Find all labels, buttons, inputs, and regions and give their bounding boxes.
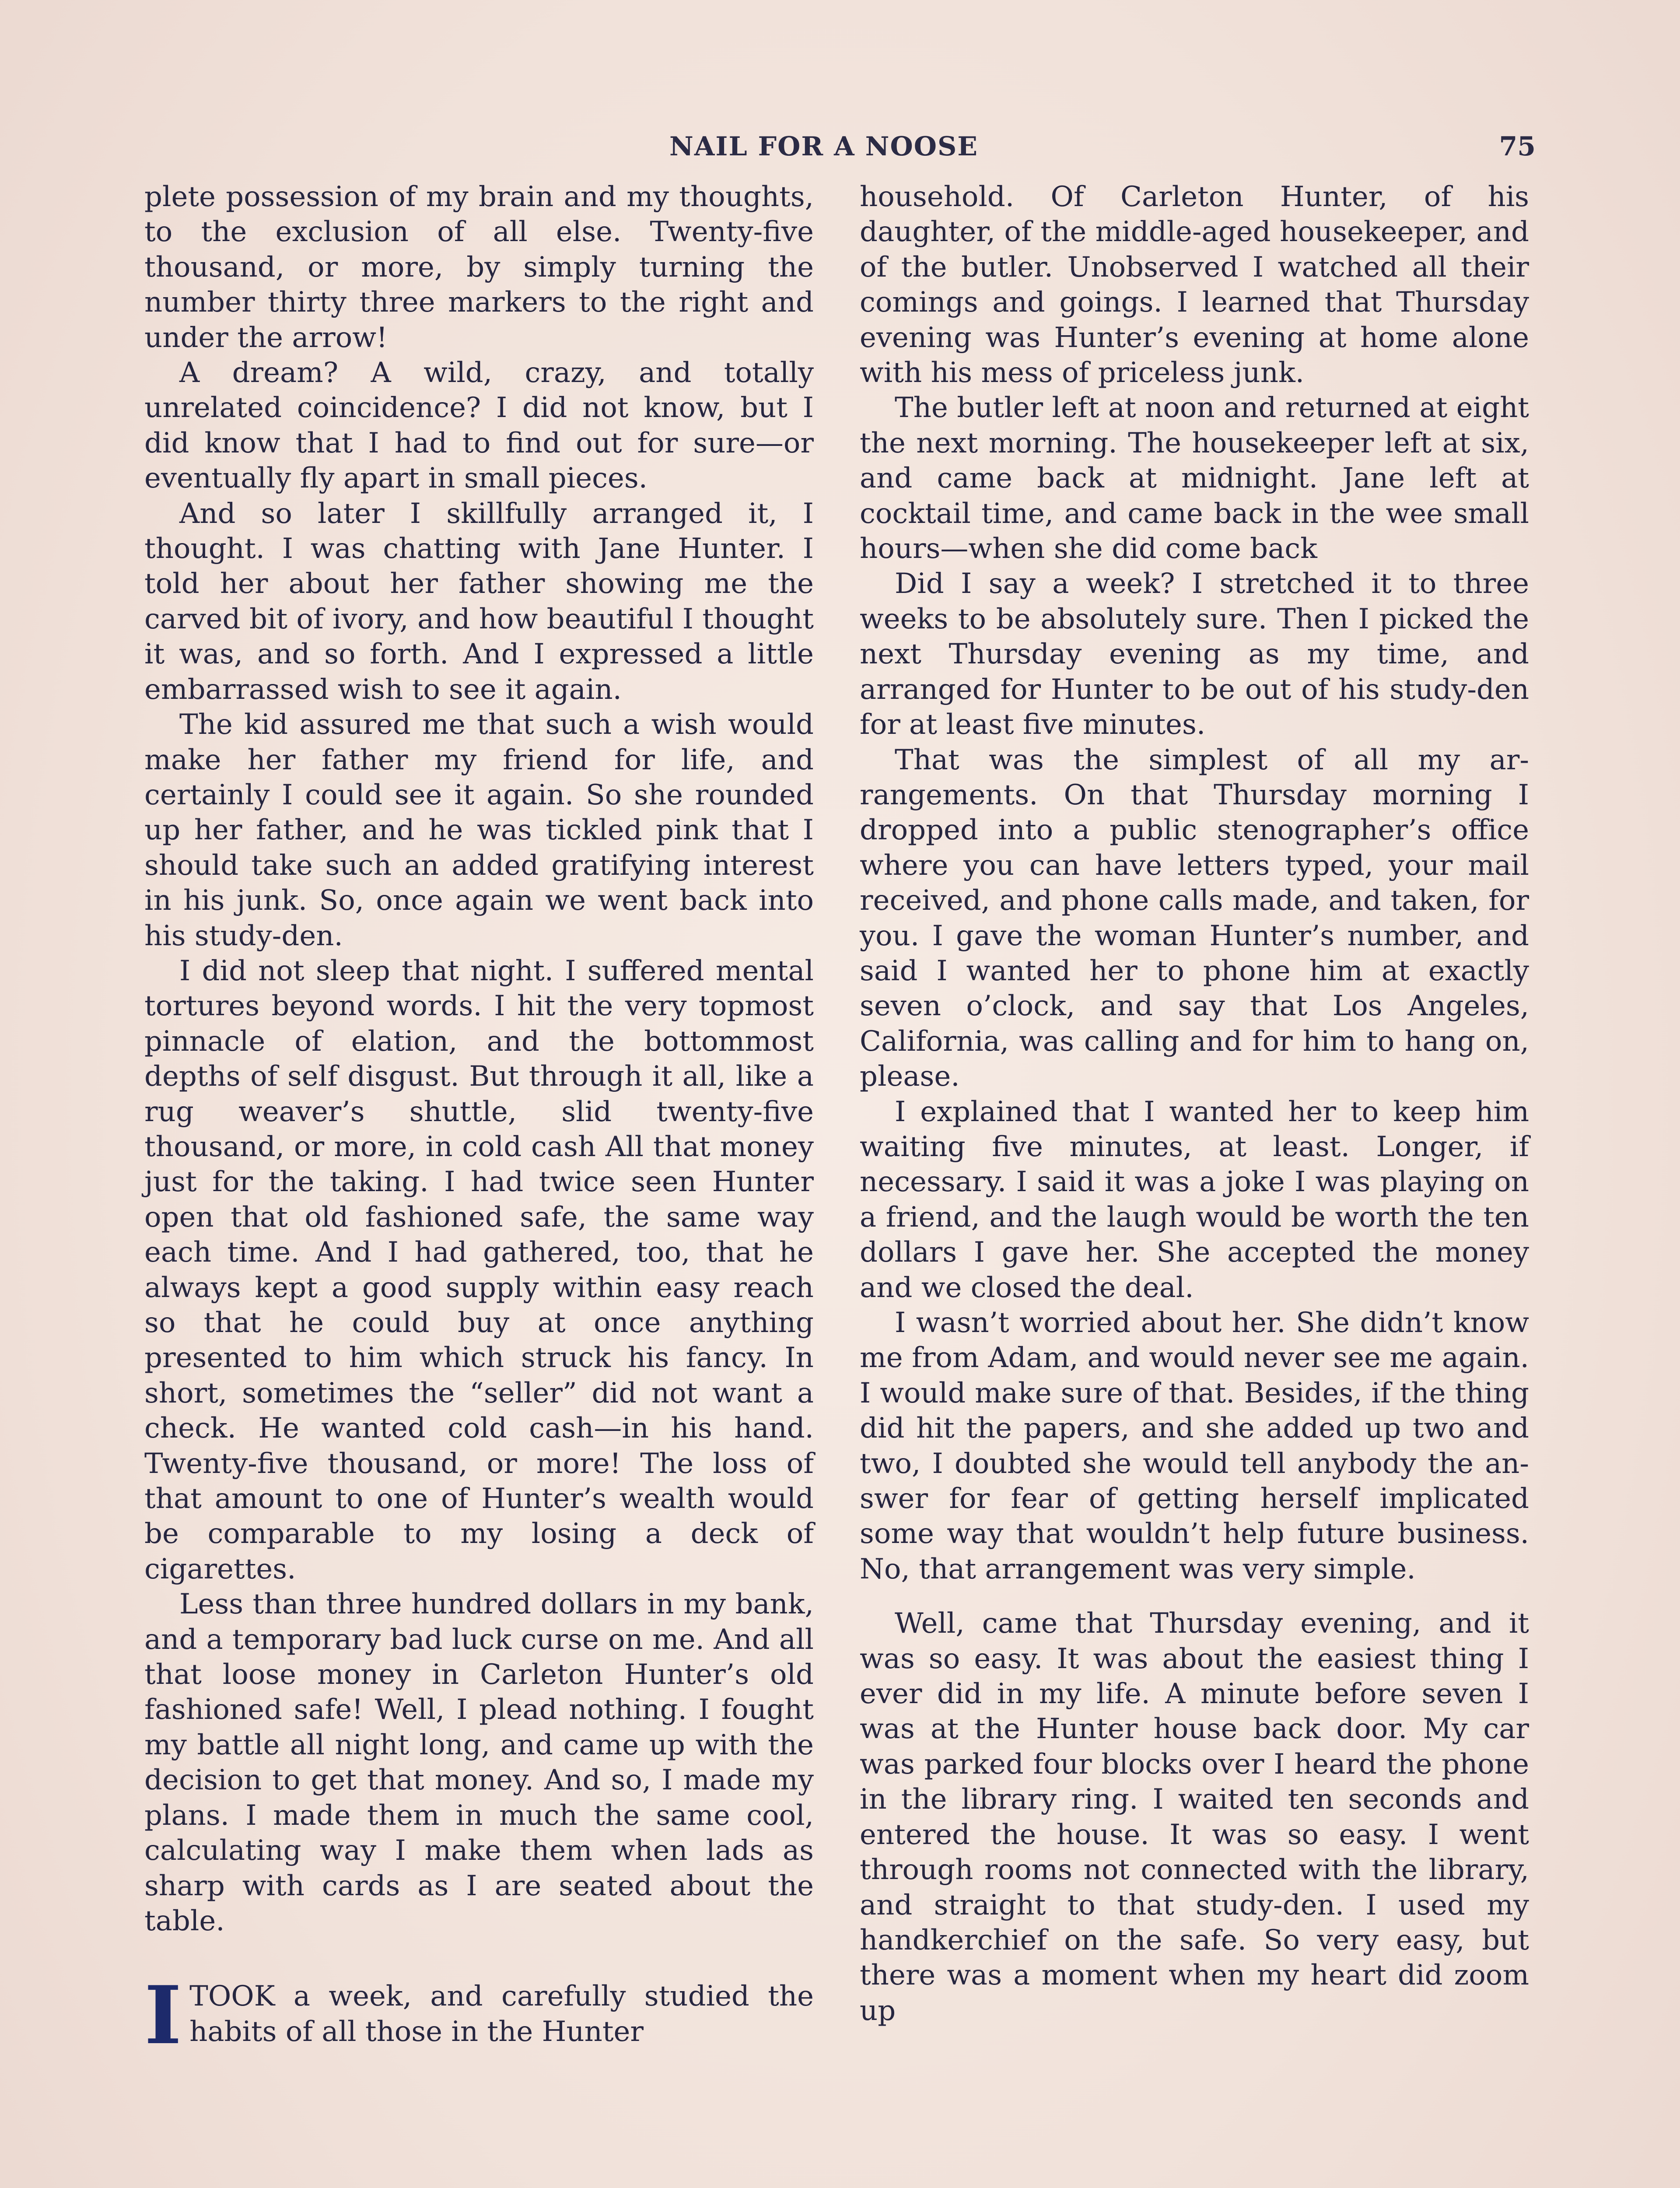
- paragraph: household. Of Carleton Hunter, of his daughter, of the middle-aged housekeeper, and of the butler. Unobserved I watched all their comings and goings. I learned that Thursday evening was Hunter’s evening at home alone with his mess of priceless junk.: [860, 181, 1529, 389]
- running-title: NAIL FOR A NOOSE: [669, 131, 979, 162]
- paragraph: A dream? A wild, crazy, and totally unrelated coincidence? I did not know, but I did know that I had to find out for sure—or eventually fly apart in small pieces.: [144, 357, 814, 495]
- paragraph: Less than three hundred dollars in my bank, and a temporary bad luck curse on me. And all that loose money in Carleton Hunter’s old fashioned safe! Well, I plead nothing. I fought my battle all night long, and came up with the decision to get that money. And so, I made my plans. I made them in much the same cool, calculating way I make them when lads as sharp with cards as I are seated about the table.: [144, 1588, 814, 1937]
- paragraph: Well, came that Thursday evening, and it was so easy. It was about the easiest thing I ever did in my life. A minute before seven I was at the Hunter house back door. My car was parked four blocks over I heard the phone in the library ring. I waited ten seconds and entered the house. It was so easy. I went through rooms not connected with the library, and straight to that study-den. I used my handkerchief on the safe. So very easy, but there was a moment when my heart did zoom up: [860, 1607, 1529, 2027]
- right-text-column: [860, 179, 1529, 2028]
- paragraph: plete possession of my brain and my thoughts, to the exclusion of all else. Twenty-five thousand, or more, by simply turning the number thirty three markers to the right and under the arrow!: [144, 181, 814, 354]
- paragraph: I did not sleep that night. I suffered mental tortures beyond words. I hit the very topmost pinnacle of elation, and the bottommost depths of self disgust. But through it all, like a rug weaver’s shuttle, slid twenty-five thousand, or more, in cold cash All that money just for the taking. I had twice seen Hunter open that old fashioned safe, the same way each time. And I had gathered, too, that he always kept a good supply within easy reach so that he could buy at once anything presented to him which struck his fancy. In short, sometimes the “seller” did not want a check. He wanted cold cash—in his hand. Twenty-five thousand, or more! The loss of that amount to one of Hunter’s wealth would be comparable to my losing a deck of cigarettes.: [144, 954, 814, 1585]
- running-header: [144, 131, 1536, 175]
- paragraph: I wasn’t worried about her. She didn’t know me from Adam, and would never see me again. I would make sure of that. Besides, if the thing did hit the papers, and she added up two and two, I doubted she would tell anybody the answer for fear of getting herself implicated some way that wouldn’t help future business. No, that arrangement was very simple.: [860, 1307, 1529, 1585]
- paragraph: That was the simplest of all my arrangements. On that Thursday morning I dropped into a public stenographer’s office where you can have letters typed, your mail received, and phone calls made, and taken, for you. I gave the woman Hunter’s number, and said I wanted her to phone him at exactly seven o’clock, and say that Los Angeles, California, was calling and for him to hang on, please.: [860, 743, 1529, 1093]
- paragraph: I explained that I wanted her to keep him waiting five minutes, at least. Longer, if necessary. I said it was a joke I was playing on a friend, and the laugh would be worth the ten dollars I gave her. She accepted the money and we closed the deal.: [860, 1095, 1529, 1304]
- drop-cap-paragraph: [144, 1968, 814, 2062]
- paragraph: The butler left at noon and returned at eight the next morning. The housekeeper left at six, and came back at midnight. Jane left at cocktail time, and came back in the wee small hours—when she did come back: [860, 392, 1529, 565]
- paragraph: Did I say a week? I stretched it to three weeks to be absolutely sure. Then I picked the next Thursday evening as my time, and arranged for Hunter to be out of his study-den for at least five minutes.: [860, 568, 1529, 741]
- drop-paragraph-text: TOOK a week, and carefully studied the habits of all those in the Hunter: [189, 1980, 814, 2048]
- page-number: 75: [1499, 131, 1536, 162]
- drop-cap: I: [144, 1968, 182, 2062]
- paragraph: The kid assured me that such a wish would make her father my friend for life, and certainly I could see it again. So she rounded up her father, and he was tickled pink that I should take such an added gratifying interest in his junk. So, once again we went back into his study-den.: [144, 708, 814, 952]
- paragraph: And so later I skillfully arranged it, I thought. I was chatting with Jane Hunter. I told her about her father showing me the carved bit of ivory, and how beautiful I thought it was, and so forth. And I expressed a little embarrassed wish to see it again.: [144, 497, 814, 706]
- section-break: [144, 1939, 814, 1979]
- left-text-column: [144, 179, 814, 2062]
